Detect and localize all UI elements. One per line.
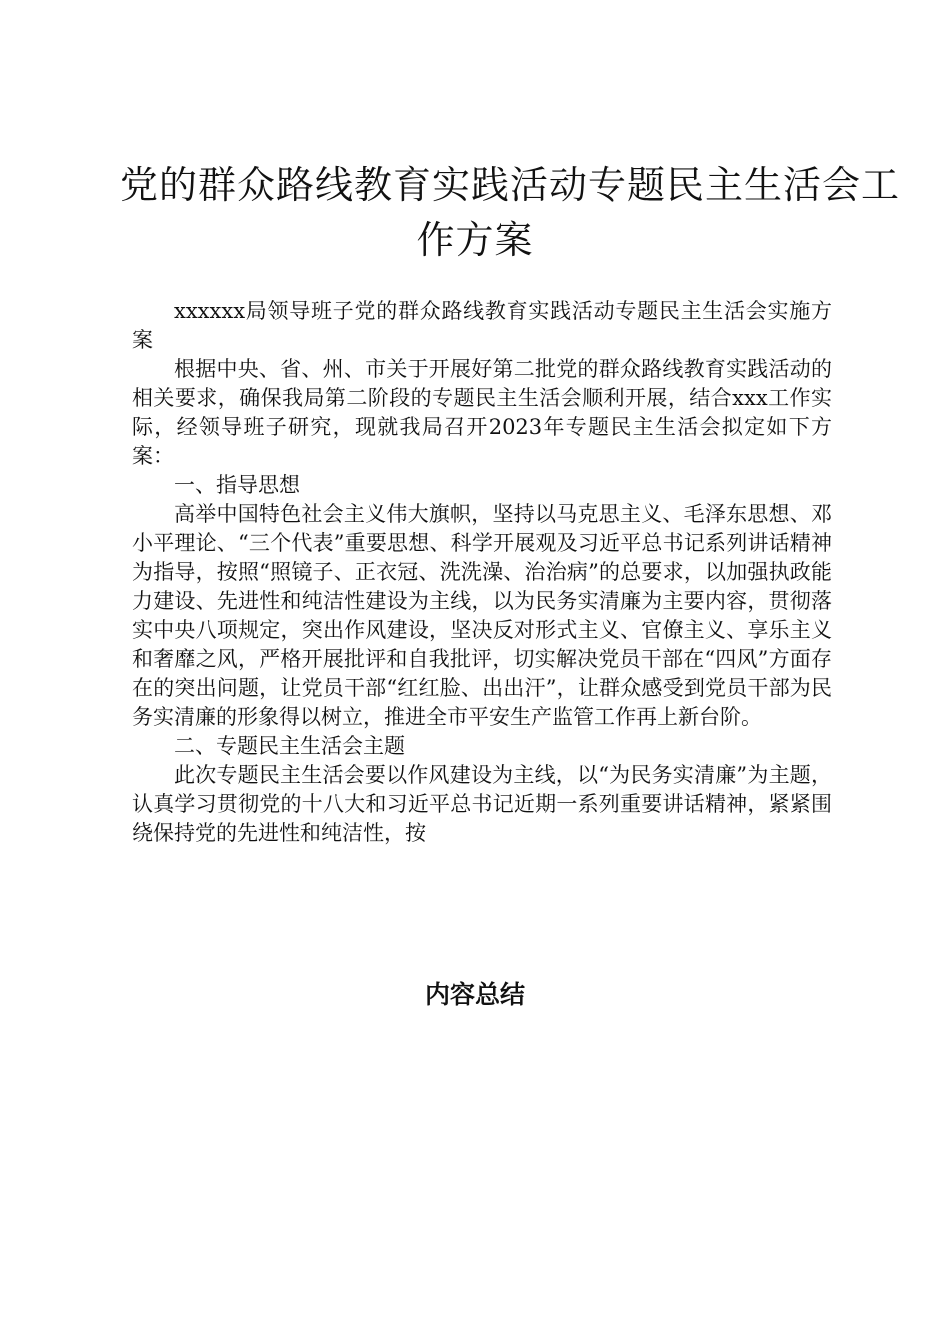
summary-heading: 内容总结 — [424, 980, 525, 1009]
heading-meeting-theme: 二、专题民主生活会主题 — [174, 734, 405, 758]
paragraph-guiding-thought: 高举中国特色社会主义伟大旗帜，坚持以马克思主义、毛泽东思想、邓小平理论、“三个代表”重要思想、科学开展观及习近平总书记系列讲话精神为指导，按照“照镜子、正衣冠、洗洗澡、治治病”的总要求，以加强执政能力建设、先进性和纯洁性建设为主线，以为民务实清廉为主要内容，贯彻落实中央八项规定，突出作风建设，坚决反对形式主义、官僚主义、享乐主义和奢靡之风，严格开展批评和自我批评，切实解决党员干部在“四风”方面存在的突出问题，让党员干部“红红脸、出出汗”，让群众感受到党员干部为民务实清廉的形象得以树立，推进全市平安生产监管工作再上新台阶。 — [132, 502, 832, 729]
document-body — [132, 297, 832, 848]
paragraph-meeting-theme: 此次专题民主生活会要以作风建设为主线，以“为民务实清廉”为主题，认真学习贯彻党的十八大和习近平总书记近期一系列重要讲话精神，紧紧围绕保持党的先进性和纯洁性，按 — [132, 763, 832, 845]
heading-guiding-thought: 一、指导思想 — [174, 473, 300, 497]
document-title-line-1: 党的群众路线教育实践活动专题民主生活会工 — [120, 163, 901, 207]
document-title-line-2: 作方案 — [416, 218, 534, 262]
paragraph-intro: 根据中央、省、州、市关于开展好第二批党的群众路线教育实践活动的相关要求，确保我局第二阶段的专题民主生活会顺利开展，结合xxx工作实际，经领导班子研究，现就我局召开2023年专题民主生活会拟定如下方案： — [132, 357, 832, 468]
paragraph-plan-name: xxxxxx局领导班子党的群众路线教育实践活动专题民主生活会实施方案 — [132, 299, 832, 352]
